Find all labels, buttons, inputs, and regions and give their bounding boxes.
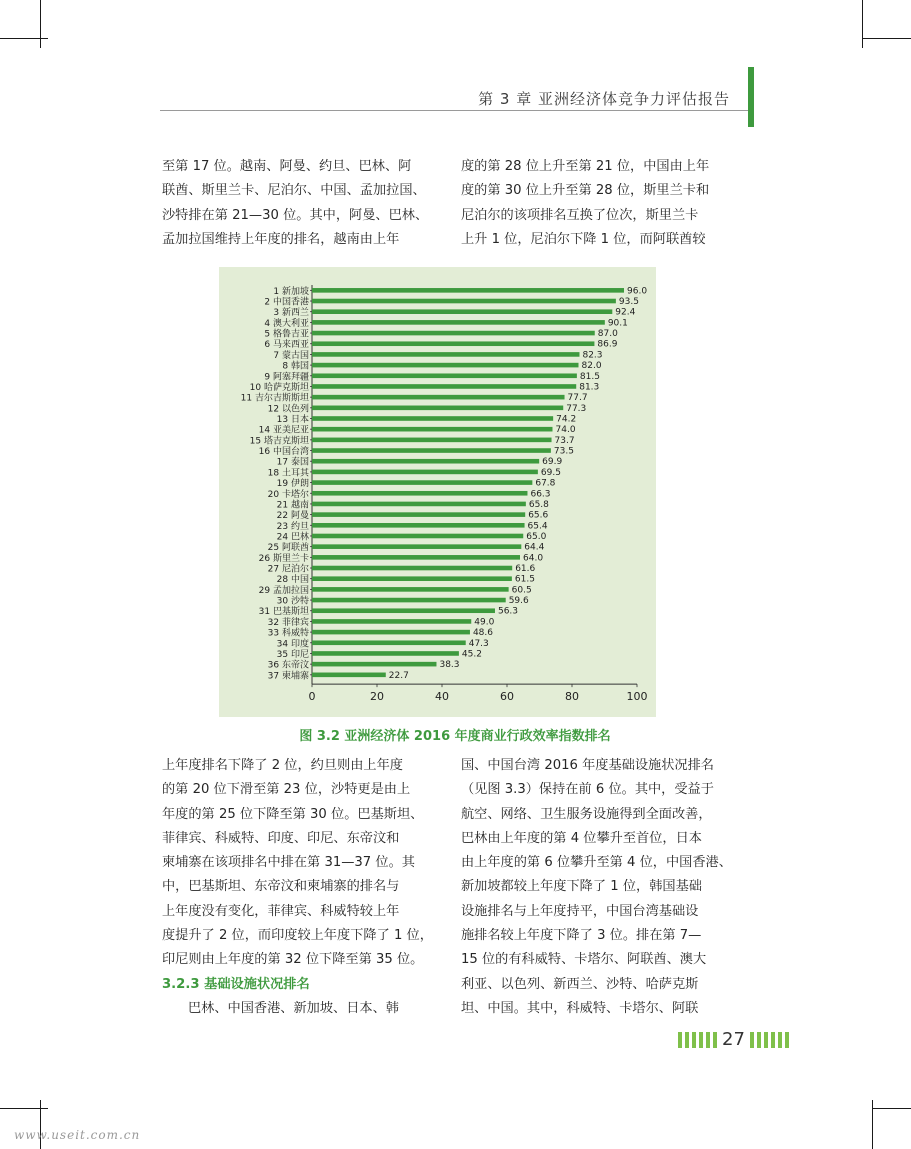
bar	[312, 288, 624, 293]
text-line: 联酋、斯里兰卡、尼泊尔、中国、孟加拉国、	[162, 183, 426, 199]
bar	[312, 630, 470, 635]
category-label: 4 澳大利亚	[264, 318, 309, 329]
category-label: 3 新西兰	[273, 308, 309, 319]
data-label: 59.6	[508, 596, 529, 607]
bar	[312, 459, 539, 464]
bar	[312, 502, 526, 507]
category-label: 10 哈萨克斯坦	[249, 382, 309, 393]
bar	[312, 448, 551, 453]
category-label: 30 沙特	[276, 596, 309, 607]
data-label: 64.0	[523, 553, 544, 564]
bar	[312, 555, 520, 560]
text-line: 15 位的有科威特、卡塔尔、阿联酋、澳大	[461, 952, 707, 968]
category-label: 21 越南	[276, 500, 309, 511]
category-label: 8 韩国	[282, 361, 309, 372]
data-label: 66.3	[530, 489, 551, 500]
category-label: 24 巴林	[276, 532, 309, 543]
data-label: 60.5	[511, 585, 532, 596]
bar	[312, 598, 506, 603]
category-label: 14 亚美尼亚	[258, 425, 309, 436]
text-line: 坦、中国。其中，科威特、卡塔尔、阿联	[461, 1000, 699, 1016]
category-label: 11 吉尔吉斯斯坦	[240, 393, 309, 404]
category-label: 26 斯里兰卡	[258, 553, 309, 564]
text-line: 印尼则由上年度的第 32 位下降至第 35 位。	[162, 952, 424, 968]
bar	[312, 384, 576, 389]
data-label: 69.5	[540, 467, 561, 478]
data-label: 64.4	[524, 542, 545, 553]
data-label: 61.5	[514, 574, 535, 585]
data-label: 93.5	[618, 297, 639, 308]
bar	[312, 438, 552, 443]
bar	[312, 608, 495, 613]
category-label: 34 印度	[276, 639, 309, 650]
bar	[312, 309, 612, 314]
text-line: 上升 1 位，尼泊尔下降 1 位，而阿联酋较	[461, 231, 706, 247]
data-label: 49.0	[474, 617, 495, 628]
crop-mark	[862, 0, 863, 48]
x-tick-label: 0	[308, 690, 316, 704]
category-label: 29 孟加拉国	[258, 585, 309, 596]
bar	[312, 534, 523, 539]
category-label: 1 新加坡	[273, 286, 309, 297]
data-label: 82.3	[582, 350, 603, 361]
bar	[312, 352, 579, 357]
bar	[312, 673, 386, 678]
category-label: 17 泰国	[276, 457, 309, 468]
category-label: 32 菲律宾	[267, 617, 309, 628]
category-label: 33 科威特	[267, 628, 309, 639]
bar-chart	[219, 267, 656, 717]
text-line: 施排名较上年度下降了 3 位。排在第 7—	[461, 928, 702, 944]
stripe	[678, 1032, 682, 1048]
stripe	[757, 1032, 761, 1048]
text-line: 上年度排名下降了 2 位，约旦则由上年度	[162, 758, 403, 773]
footer-stripes-left	[678, 1032, 717, 1048]
data-label: 73.5	[553, 446, 574, 457]
body-top-left	[162, 155, 434, 252]
category-label: 37 柬埔寨	[267, 671, 309, 682]
bar	[312, 576, 512, 581]
crop-mark	[0, 1108, 48, 1109]
bar	[312, 363, 579, 368]
text-line: 度的第 28 位上升至第 21 位，中国由上年	[461, 159, 710, 174]
data-label: 74.0	[555, 425, 576, 436]
category-label: 22 阿曼	[276, 511, 309, 522]
stripe	[692, 1032, 696, 1048]
stripe	[699, 1032, 703, 1048]
stripe	[764, 1032, 768, 1048]
category-label: 15 塔吉克斯坦	[249, 436, 309, 447]
body-top-right	[461, 155, 733, 252]
bar	[312, 491, 527, 496]
text-line: 度的第 30 位上升至第 28 位，斯里兰卡和	[461, 183, 710, 199]
category-label: 16 中国台湾	[258, 447, 309, 458]
text-line: 巴林、中国香港、新加坡、日本、韩	[188, 1000, 399, 1016]
category-label: 25 阿联酋	[267, 543, 309, 554]
chapter-title: 第 3 章 亚洲经济体竞争力评估报告	[478, 90, 730, 108]
category-label: 12 以色列	[267, 404, 309, 415]
data-label: 81.5	[579, 371, 600, 382]
data-label: 22.7	[388, 670, 409, 681]
data-label: 65.8	[528, 499, 549, 510]
category-label: 6 马来西亚	[264, 340, 309, 351]
stripe	[778, 1032, 782, 1048]
data-label: 82.0	[581, 361, 602, 372]
stripe	[750, 1032, 754, 1048]
text-line: 巴林由上年度的第 4 位攀升至首位，日本	[461, 830, 702, 846]
bar	[312, 331, 595, 336]
x-tick-label: 80	[565, 690, 579, 704]
x-tick-label: 100	[626, 690, 648, 704]
data-label: 96.0	[627, 286, 648, 297]
stripe	[706, 1032, 710, 1048]
text-line: 新加坡都较上年度下降了 1 位，韩国基础	[461, 879, 702, 895]
category-label: 35 印尼	[276, 649, 309, 660]
data-label: 74.2	[556, 414, 577, 425]
text-line: 年度的第 25 位下降至第 30 位。巴基斯坦、	[162, 806, 424, 822]
x-tick-label: 40	[435, 690, 449, 704]
figure-caption: 图 3.2 亚洲经济体 2016 年度商业行政效率指数排名	[299, 729, 611, 744]
stripe	[685, 1032, 689, 1048]
category-label: 27 尼泊尔	[267, 564, 309, 575]
text-line: 尼泊尔的该项排名互换了位次，斯里兰卡	[461, 207, 699, 223]
category-label: 18 土耳其	[267, 468, 309, 479]
category-label: 28 中国	[276, 575, 309, 586]
header-accent-bar	[748, 67, 754, 127]
crop-mark	[0, 38, 48, 39]
category-label: 23 约旦	[276, 521, 309, 532]
bar	[312, 480, 532, 485]
data-label: 90.1	[607, 318, 628, 329]
bar	[312, 406, 563, 411]
stripe	[785, 1032, 789, 1048]
bar	[312, 470, 538, 475]
data-label: 67.8	[535, 478, 556, 489]
text-line: 度提升了 2 位，而印度较上年度下降了 1 位，	[162, 928, 433, 944]
body-bottom-left	[162, 754, 434, 1021]
data-label: 56.3	[497, 606, 519, 617]
bar	[312, 662, 436, 667]
figure-panel	[219, 267, 656, 717]
text-line: （见图 3.3）保持在前 6 位。其中，受益于	[461, 782, 714, 798]
data-label: 77.3	[566, 403, 587, 414]
crop-mark	[862, 38, 911, 39]
data-label: 81.3	[579, 382, 600, 393]
stripe	[771, 1032, 775, 1048]
bar	[312, 299, 616, 304]
text-line: 的第 20 位下滑至第 23 位，沙特更是由上	[162, 782, 411, 798]
data-label: 87.0	[597, 329, 618, 340]
text-line: 孟加拉国维持上年度的排名，越南由上年	[162, 231, 400, 247]
text-line: 中，巴基斯坦、东帝汶和柬埔寨的排名与	[162, 879, 400, 895]
bar	[312, 373, 577, 378]
crop-mark	[40, 0, 41, 48]
data-label: 77.7	[567, 393, 588, 404]
data-label: 65.6	[528, 510, 549, 521]
bar	[312, 566, 512, 571]
text-line: 国、中国台湾 2016 年度基础设施状况排名	[461, 758, 714, 773]
bar	[312, 395, 565, 400]
category-label: 7 蒙古国	[273, 350, 309, 361]
header-rule	[160, 110, 750, 111]
bar	[312, 640, 466, 645]
bar	[312, 544, 521, 549]
body-bottom-right	[461, 754, 733, 1021]
category-label: 36 东帝汶	[267, 660, 309, 671]
data-label: 47.3	[468, 638, 489, 649]
watermark: www.useit.com.cn	[14, 1128, 141, 1142]
data-label: 92.4	[615, 307, 636, 318]
data-label: 69.9	[542, 457, 563, 468]
bar	[312, 587, 509, 592]
data-label: 61.6	[515, 564, 536, 575]
section-heading: 3.2.3 基础设施状况排名	[162, 976, 310, 992]
bar	[312, 320, 605, 325]
category-label: 13 日本	[276, 415, 309, 425]
data-label: 48.6	[472, 628, 493, 639]
data-label: 73.7	[554, 435, 575, 446]
text-line: 至第 17 位。越南、阿曼、约旦、巴林、阿	[162, 159, 412, 174]
text-line: 沙特排在第 21—30 位。其中，阿曼、巴林、	[162, 207, 429, 223]
category-label: 19 伊朗	[276, 479, 309, 490]
text-line: 柬埔寨在该项排名中排在第 31—37 位。其	[162, 855, 415, 871]
bar	[312, 523, 525, 528]
data-label: 65.4	[527, 521, 548, 532]
bar	[312, 619, 471, 624]
bar	[312, 512, 525, 517]
data-label: 65.0	[526, 531, 547, 542]
bar	[312, 341, 594, 346]
category-label: 9 阿塞拜疆	[264, 372, 309, 383]
bar	[312, 416, 553, 421]
category-label: 20 卡塔尔	[267, 489, 309, 500]
category-label: 5 格鲁吉亚	[264, 329, 309, 340]
x-tick-label: 20	[370, 690, 384, 704]
category-label: 31 巴基斯坦	[258, 607, 309, 618]
category-label: 2 中国香港	[264, 297, 309, 308]
crop-mark	[872, 1108, 911, 1109]
bar	[312, 427, 553, 432]
footer-stripes-right	[750, 1032, 789, 1048]
text-line: 设施排名与上年度持平，中国台湾基础设	[461, 903, 699, 919]
text-line: 航空、网络、卫生服务设施得到全面改善，	[461, 806, 712, 822]
data-label: 86.9	[597, 339, 618, 350]
bar	[312, 651, 459, 656]
text-line: 利亚、以色列、新西兰、沙特、哈萨克斯	[461, 976, 699, 992]
data-label: 45.2	[461, 649, 482, 660]
x-tick-label: 60	[500, 690, 514, 704]
text-line: 由上年度的第 6 位攀升至第 4 位，中国香港、	[461, 855, 732, 871]
data-label: 38.3	[439, 660, 460, 671]
page-number: 27	[722, 1029, 745, 1050]
text-line: 菲律宾、科威特、印度、印尼、东帝汶和	[162, 830, 400, 846]
stripe	[713, 1032, 717, 1048]
text-line: 上年度没有变化，菲律宾、科威特较上年	[162, 903, 400, 919]
